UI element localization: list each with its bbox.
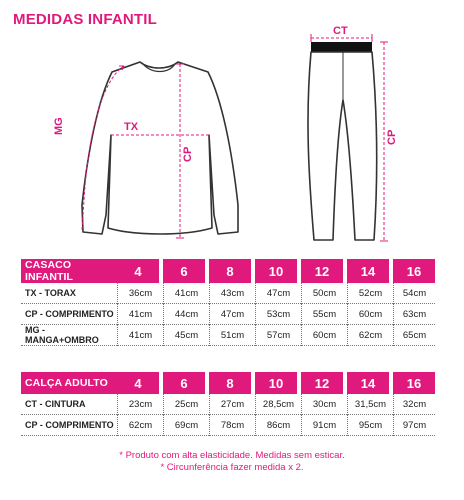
- table-cell: 57cm: [255, 325, 301, 346]
- row-label: CT - CINTURA: [21, 394, 117, 415]
- casaco-header-row: [21, 259, 435, 283]
- row-label: MG - MANGA+OMBRO: [21, 325, 117, 346]
- table-cell: 47cm: [209, 304, 255, 325]
- size-header: 14: [347, 259, 389, 283]
- table-cell: 54cm: [393, 283, 435, 304]
- table-cell: 60cm: [301, 325, 347, 346]
- table-cell: 30cm: [301, 394, 347, 415]
- table-cell: 78cm: [209, 415, 255, 436]
- table-row: [21, 415, 435, 436]
- table-cell: 25cm: [163, 394, 209, 415]
- table-cell: 52cm: [347, 283, 393, 304]
- table-cell: 23cm: [117, 394, 163, 415]
- table-cell: 27cm: [209, 394, 255, 415]
- casaco-header-label: CASACO INFANTIL: [21, 259, 117, 283]
- table-cell: 31,5cm: [347, 394, 393, 415]
- size-header: 4: [117, 372, 159, 394]
- cp-shirt-label: CP: [182, 146, 194, 162]
- ct-label: CT: [333, 25, 348, 37]
- table-cell: 41cm: [163, 283, 209, 304]
- casaco-size-table: [21, 259, 435, 346]
- table-cell: 50cm: [301, 283, 347, 304]
- table-row: [21, 283, 435, 304]
- page-title: MEDIDAS INFANTIL: [13, 11, 158, 28]
- table-cell: 41cm: [117, 304, 163, 325]
- cp-pants-label: CP: [386, 129, 398, 145]
- footnote-circumference: * Circunferência fazer medida x 2.: [160, 462, 304, 473]
- footnote-elasticity: * Produto com alta elasticidade. Medidas sem esticar.: [119, 450, 345, 461]
- table-cell: 32cm: [393, 394, 435, 415]
- table-cell: 60cm: [347, 304, 393, 325]
- size-header: 12: [301, 259, 343, 283]
- table-cell: 86cm: [255, 415, 301, 436]
- size-header: 6: [163, 372, 205, 394]
- shirt-outline: [82, 62, 238, 234]
- table-cell: 62cm: [347, 325, 393, 346]
- footnotes: [0, 450, 464, 474]
- table-row: [21, 325, 435, 346]
- size-header: 6: [163, 259, 205, 283]
- table-cell: 62cm: [117, 415, 163, 436]
- table-cell: 45cm: [163, 325, 209, 346]
- size-header: 10: [255, 259, 297, 283]
- table-cell: 53cm: [255, 304, 301, 325]
- table-row: [21, 304, 435, 325]
- size-header: 8: [209, 259, 251, 283]
- table-cell: 65cm: [393, 325, 435, 346]
- table-cell: 69cm: [163, 415, 209, 436]
- table-cell: 95cm: [347, 415, 393, 436]
- calca-header-label: CALÇA ADULTO: [21, 372, 117, 394]
- pants-waistband: [311, 42, 372, 52]
- row-label: CP - COMPRIMENTO: [21, 415, 117, 436]
- table-cell: 97cm: [393, 415, 435, 436]
- size-header: 16: [393, 259, 435, 283]
- tx-label: TX: [124, 121, 139, 133]
- size-header: 12: [301, 372, 343, 394]
- size-header: 16: [393, 372, 435, 394]
- mg-label: MG: [53, 117, 65, 135]
- pants-outline: [308, 52, 377, 240]
- table-cell: 36cm: [117, 283, 163, 304]
- table-cell: 28,5cm: [255, 394, 301, 415]
- table-cell: 47cm: [255, 283, 301, 304]
- table-cell: 51cm: [209, 325, 255, 346]
- table-row: [21, 394, 435, 415]
- row-label: CP - COMPRIMENTO: [21, 304, 117, 325]
- size-header: 8: [209, 372, 251, 394]
- table-cell: 91cm: [301, 415, 347, 436]
- size-header: 4: [117, 259, 159, 283]
- table-cell: 41cm: [117, 325, 163, 346]
- table-cell: 43cm: [209, 283, 255, 304]
- size-header: 10: [255, 372, 297, 394]
- table-cell: 55cm: [301, 304, 347, 325]
- size-header: 14: [347, 372, 389, 394]
- table-cell: 44cm: [163, 304, 209, 325]
- row-label: TX - TORAX: [21, 283, 117, 304]
- table-cell: 63cm: [393, 304, 435, 325]
- calca-header-row: [21, 372, 435, 394]
- calca-size-table: [21, 372, 435, 436]
